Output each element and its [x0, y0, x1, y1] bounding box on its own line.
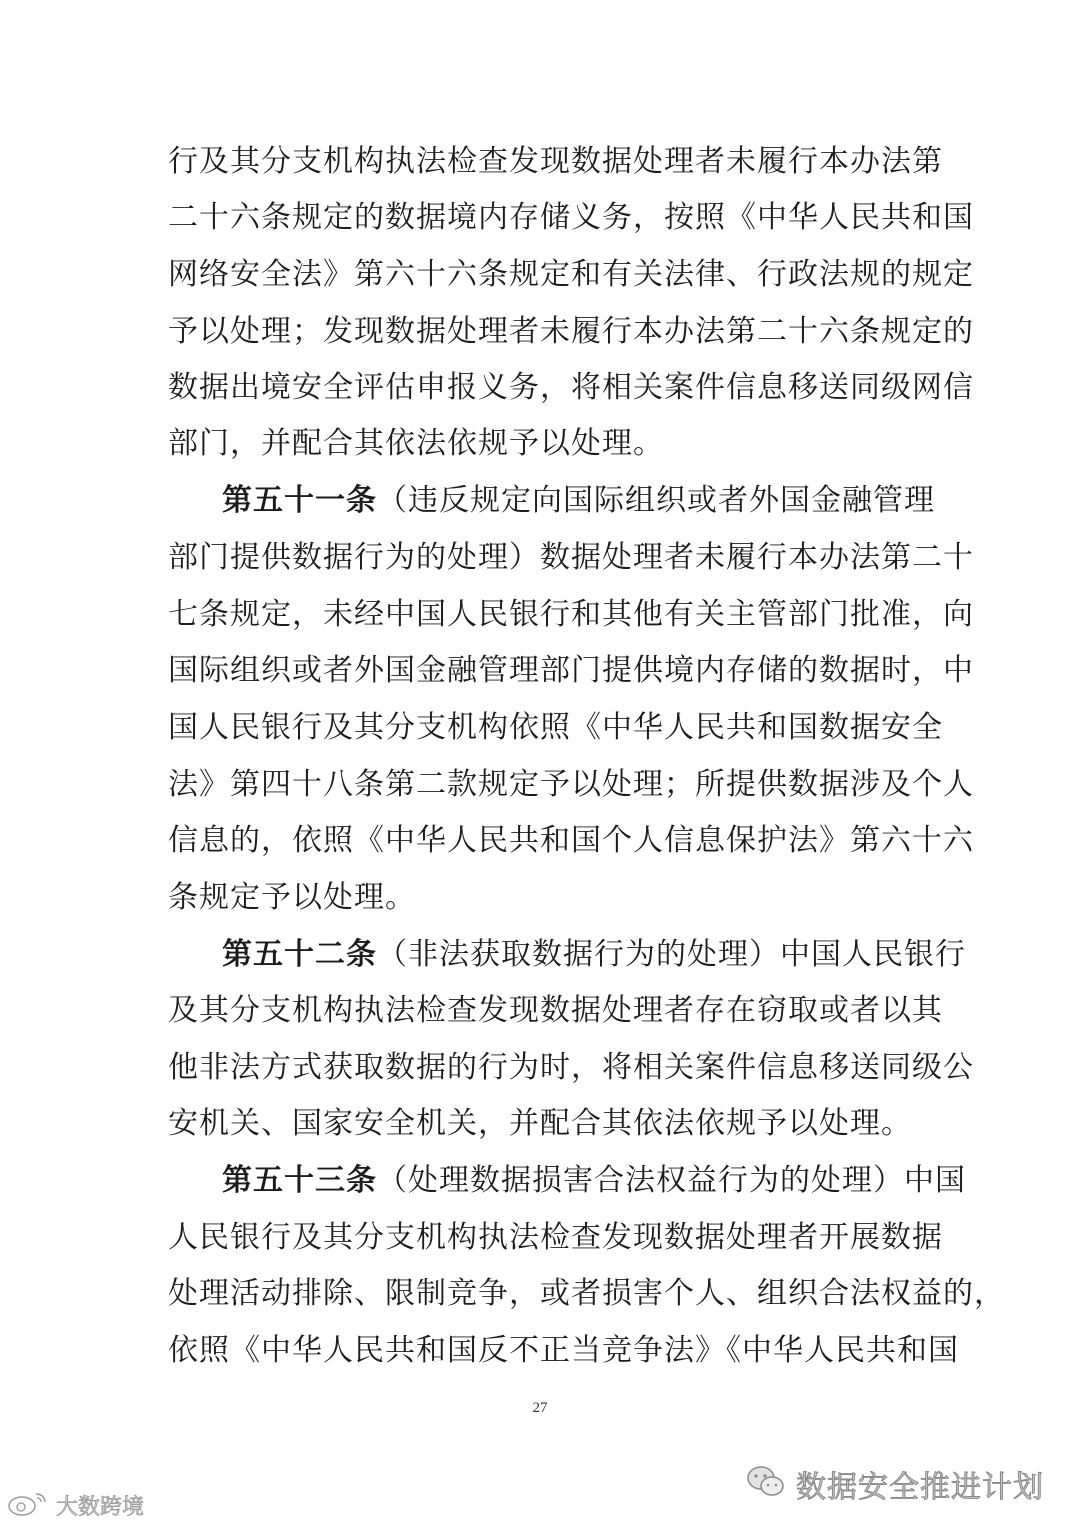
article-52-first-line — [222, 935, 966, 975]
watermark-right — [746, 1462, 1044, 1506]
article-52-title: （非法获取数据行为的处理）中国人民银行 — [377, 937, 966, 972]
text-line: 部门提供数据行为的处理）数据处理者未履行本办法第二十 — [168, 540, 974, 575]
text-line: 行及其分支机构执法检查发现数据处理者未履行本办法第 — [168, 144, 943, 179]
text-line: 国人民银行及其分支机构依照《中华人民共和国数据安全 — [168, 710, 943, 745]
text-line: 二十六条规定的数据境内存储义务，按照《中华人民共和国 — [168, 200, 974, 235]
article-53-heading: 第五十三条 — [222, 1163, 377, 1198]
watermark-right-text: 数据安全推进计划 — [796, 1470, 1044, 1505]
text-line: 依照《中华人民共和国反不正当竞争法》《中华人民共和国 — [168, 1333, 959, 1368]
watermark-left-text: 大数跨境 — [56, 1494, 145, 1520]
text-line: 网络安全法》第六十六条规定和有关法律、行政法规的规定 — [168, 257, 974, 292]
text-line: 信息的，依照《中华人民共和国个人信息保护法》第六十六 — [168, 823, 974, 858]
text-line: 予以处理；发现数据处理者未履行本办法第二十六条规定的 — [168, 314, 974, 349]
page-number: 27 — [532, 1400, 548, 1416]
text-line: 人民银行及其分支机构执法检查发现数据处理者开展数据 — [168, 1220, 943, 1255]
text-line: 法》第四十八条第二款规定予以处理；所提供数据涉及个人 — [168, 767, 974, 802]
text-line: 数据出境安全评估申报义务，将相关案件信息移送同级网信 — [168, 370, 974, 405]
text-line: 七条规定，未经中国人民银行和其他有关主管部门批准，向 — [168, 597, 974, 632]
text-line: 他非法方式获取数据的行为时，将相关案件信息移送同级公 — [168, 1050, 974, 1085]
text-line: 及其分支机构执法检查发现数据处理者存在窃取或者以其 — [168, 993, 943, 1028]
article-53-first-line — [222, 1161, 966, 1201]
text-line: 部门，并配合其依法依规予以处理。 — [168, 426, 664, 461]
text-line: 处理活动排除、限制竞争，或者损害个人、组织合法权益的， — [168, 1276, 1005, 1311]
text-line: 条规定予以处理。 — [168, 880, 416, 915]
article-51-title: （违反规定向国际组织或者外国金融管理 — [377, 483, 935, 518]
weibo-icon — [6, 1488, 52, 1522]
text-line: 安机关、国家安全机关，并配合其依法依规予以处理。 — [168, 1106, 912, 1141]
article-52-heading: 第五十二条 — [222, 937, 377, 972]
article-51-heading: 第五十一条 — [222, 483, 377, 518]
article-51-first-line — [222, 481, 935, 521]
article-53-title: （处理数据损害合法权益行为的处理）中国 — [377, 1163, 966, 1198]
wechat-icon — [746, 1465, 786, 1503]
text-line: 国际组织或者外国金融管理部门提供境内存储的数据时，中 — [168, 653, 974, 688]
watermark-left — [6, 1488, 144, 1522]
